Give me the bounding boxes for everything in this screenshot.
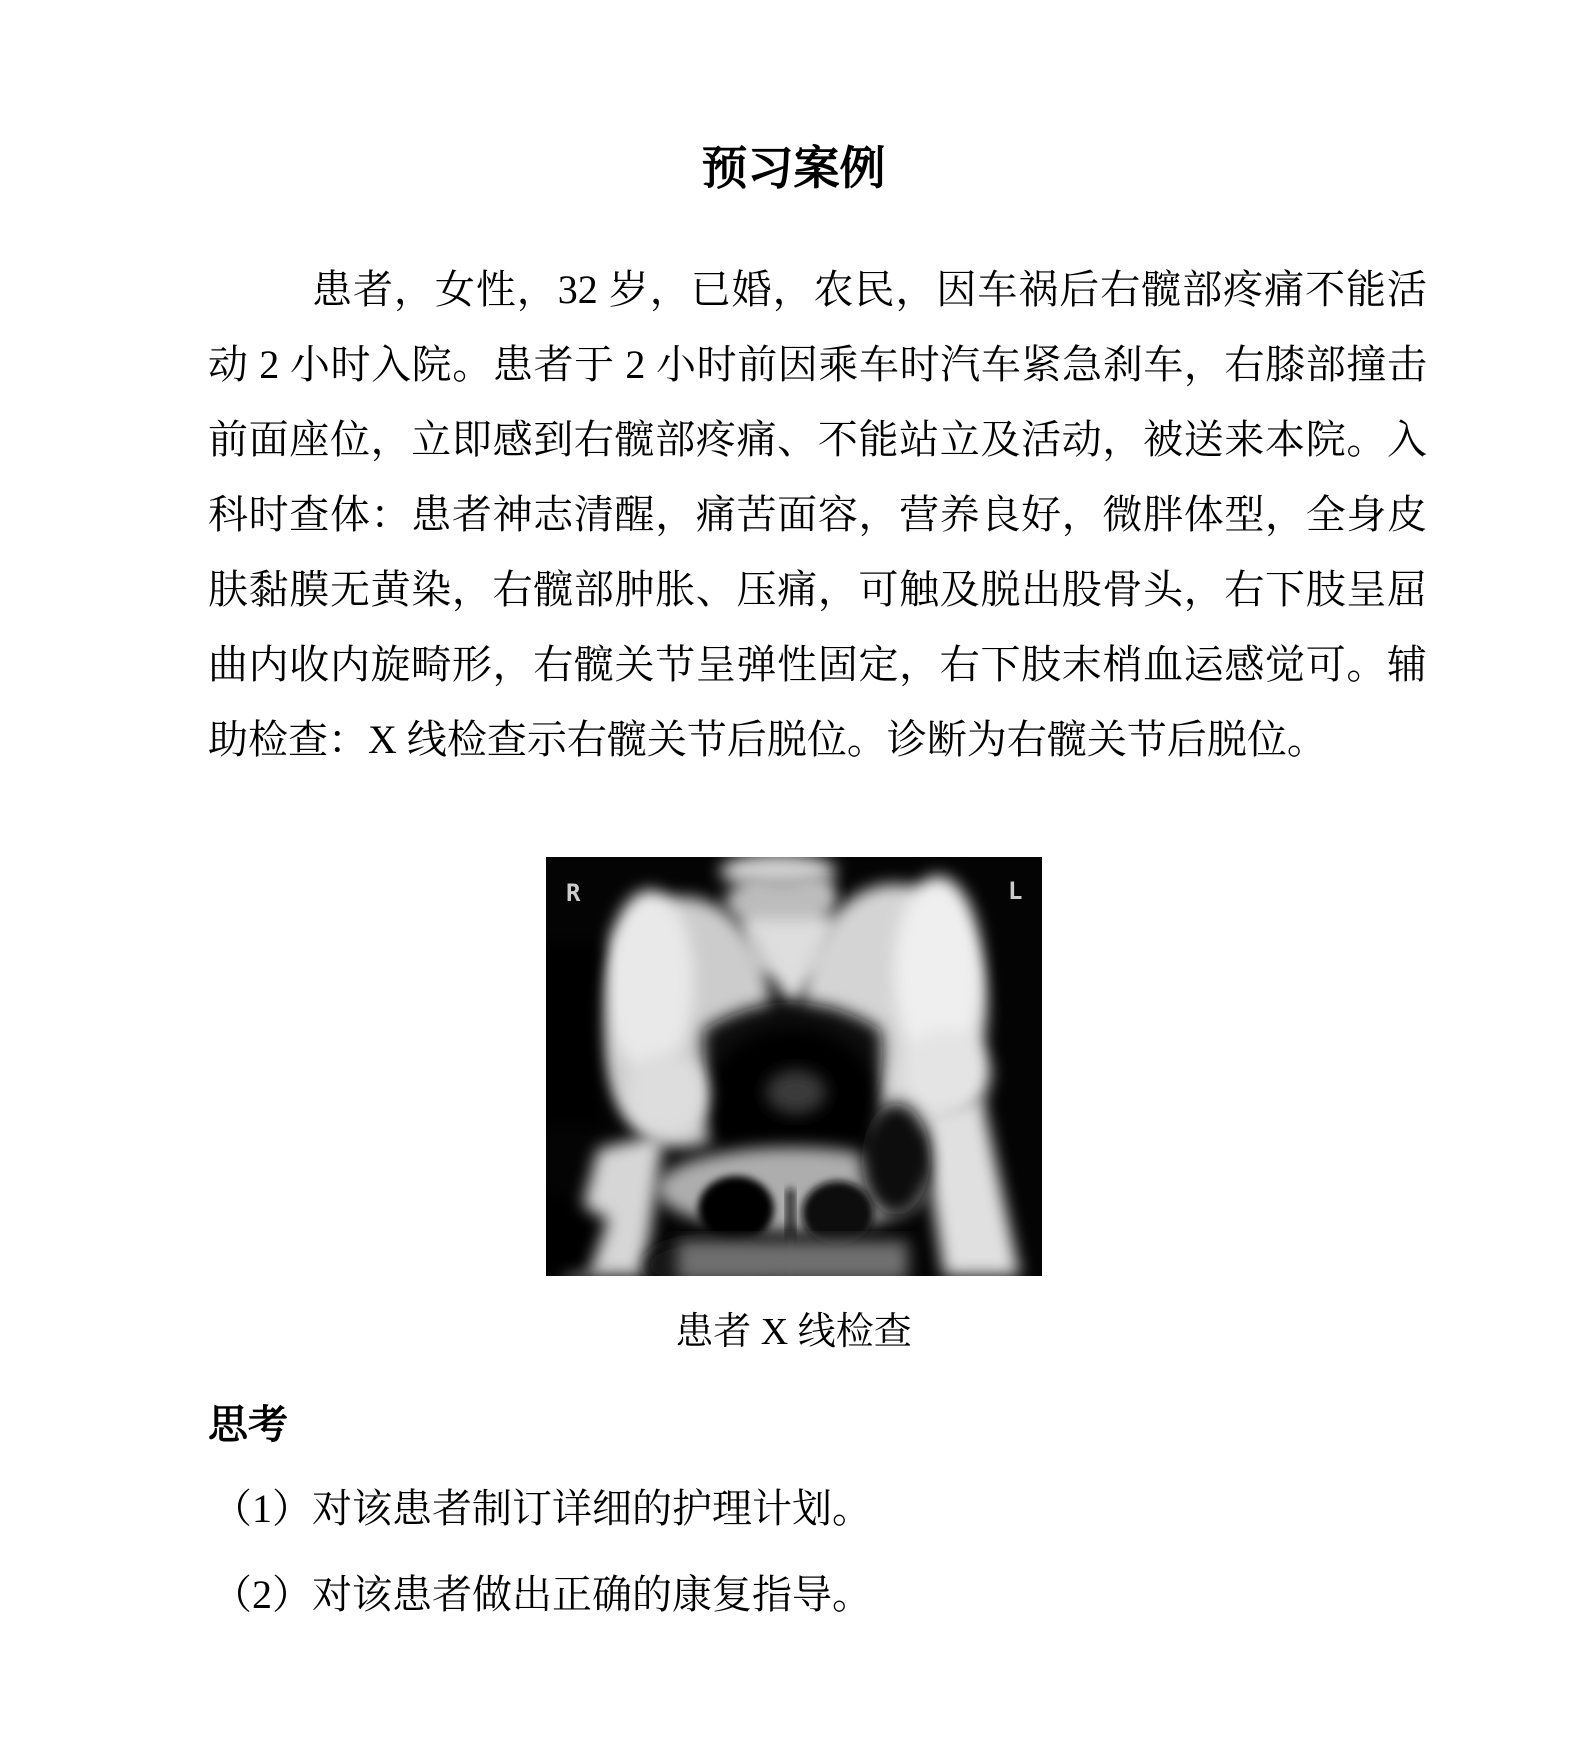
paragraph-line: 前面座位，立即感到右髋部疼痛、不能站立及活动，被送来本院。入: [208, 417, 1427, 462]
paragraph-line: 动 2 小时入院。患者于 2 小时前因乘车时汽车紧急刹车，右膝部撞击: [208, 342, 1427, 387]
paragraph-line: 肤黏膜无黄染，右髋部肿胀、压痛，可触及脱出股骨头，右下肢呈屈: [208, 567, 1427, 612]
paragraph-line: 曲内收内旋畸形，右髋关节呈弹性固定，右下肢末梢血运感觉可。辅: [208, 642, 1427, 687]
figure-caption: 患者 X 线检查: [675, 1311, 912, 1353]
question-item: （2）对该患者做出正确的康复指导。: [212, 1572, 872, 1617]
think-heading: 思考: [208, 1402, 288, 1447]
case-paragraph: [208, 252, 1427, 777]
xray-marker-left: L: [1007, 877, 1022, 905]
paragraph-line: 科时查体：患者神志清醒，痛苦面容，营养良好，微胖体型，全身皮: [208, 492, 1427, 537]
pelvis-xray-image: [546, 857, 1042, 1276]
xray-marker-right: R: [565, 879, 580, 907]
page-title: 预习案例: [701, 143, 886, 194]
paragraph-line: 助检查：X 线检查示右髋关节后脱位。诊断为右髋关节后脱位。: [208, 717, 1327, 762]
xray-figure: [546, 857, 1042, 1276]
question-item: （1）对该患者制订详细的护理计划。: [212, 1486, 872, 1531]
paragraph-line: 患者，女性，32 岁，已婚，农民，因车祸后右髋部疼痛不能活: [312, 267, 1427, 312]
